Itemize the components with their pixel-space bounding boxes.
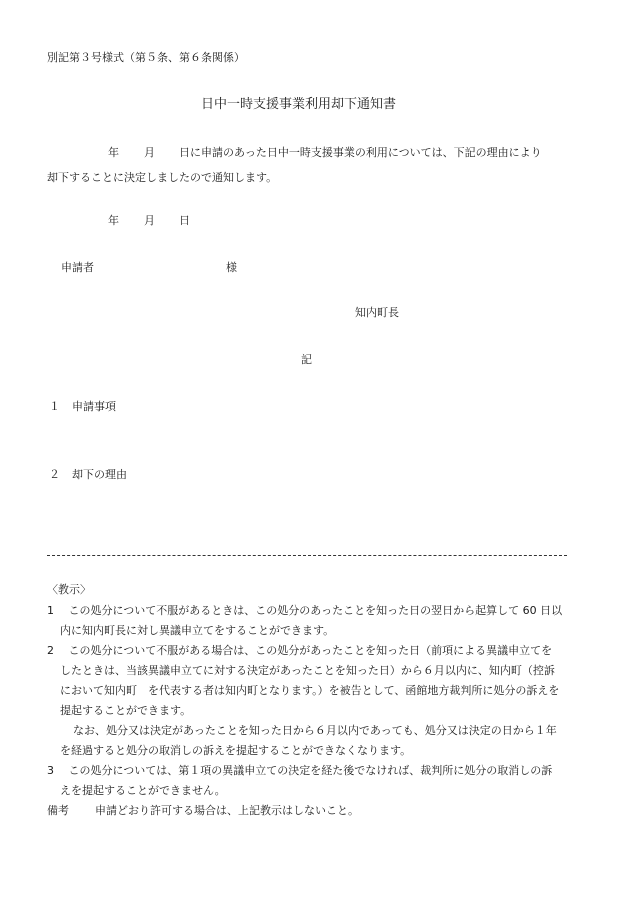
instruction-2b-line-2: を経過すると処分の取消しの訴えを提起することができなくなります。 [60, 744, 412, 757]
instruction-3-line-1: 3 この処分については、第１項の異議申立ての決定を経た後でなければ、裁判所に処分の取消しの訴 [47, 764, 553, 777]
instruction-2-line-4: 提起することができます。 [60, 704, 192, 717]
intro-line2: 却下することに決定しましたので通知します。 [47, 171, 278, 184]
applicant-label: 申請者 [61, 261, 94, 274]
intro-line1: 日に申請のあった日中一時支援事業の利用については、下記の理由により [179, 146, 542, 159]
instruction-2-line-2: したときは、当該異議申立てに対する決定があったことを知った日）から６月以内に、知内町（控訴 [60, 664, 555, 677]
dashed-separator [47, 555, 567, 556]
date-month: 月 [144, 214, 155, 227]
item-2-number: ２ [49, 468, 60, 481]
form-header: 別記第３号様式（第５条、第６条関係） [47, 51, 245, 64]
intro-month: 月 [144, 146, 155, 159]
instruction-1-line-2: 内に知内町長に対し異議申立てをすることができます。 [60, 624, 335, 637]
instruction-1-line-1: 1 この処分について不服があるときは、この処分のあったことを知った日の翌日から起算して 60 日以 [47, 604, 563, 617]
date-year: 年 [108, 214, 119, 227]
ki-mark: 記 [301, 353, 312, 366]
instruction-3-line-2: えを提起することができません。 [60, 784, 226, 797]
note-label: 備考 [47, 804, 69, 817]
instruction-2-line-3: において知内町 を代表する者は知内町となります。）を被告として、函館地方裁判所に処分の訴えを [60, 684, 560, 697]
page-title: 日中一時支援事業利用却下通知書 [201, 97, 397, 112]
instruction-2b-line-1: なお、処分又は決定があったことを知った日から６月以内であっても、処分又は決定の日から１年 [73, 724, 557, 737]
note-text: 申請どおり許可する場合は、上記教示はしないこと。 [95, 804, 359, 817]
date-day: 日 [179, 214, 190, 227]
item-1-label: 申請事項 [72, 400, 116, 413]
issuer: 知内町長 [355, 306, 399, 319]
applicant-honorific: 様 [226, 261, 237, 274]
instruction-2-line-1: 2 この処分について不服がある場合は、この処分があったことを知った日（前項による異議申立てを [47, 644, 553, 657]
item-1-number: １ [49, 400, 60, 413]
intro-year: 年 [108, 146, 119, 159]
item-2-label: 却下の理由 [72, 468, 127, 481]
instructions-heading: 〈教示〉 [47, 583, 91, 596]
